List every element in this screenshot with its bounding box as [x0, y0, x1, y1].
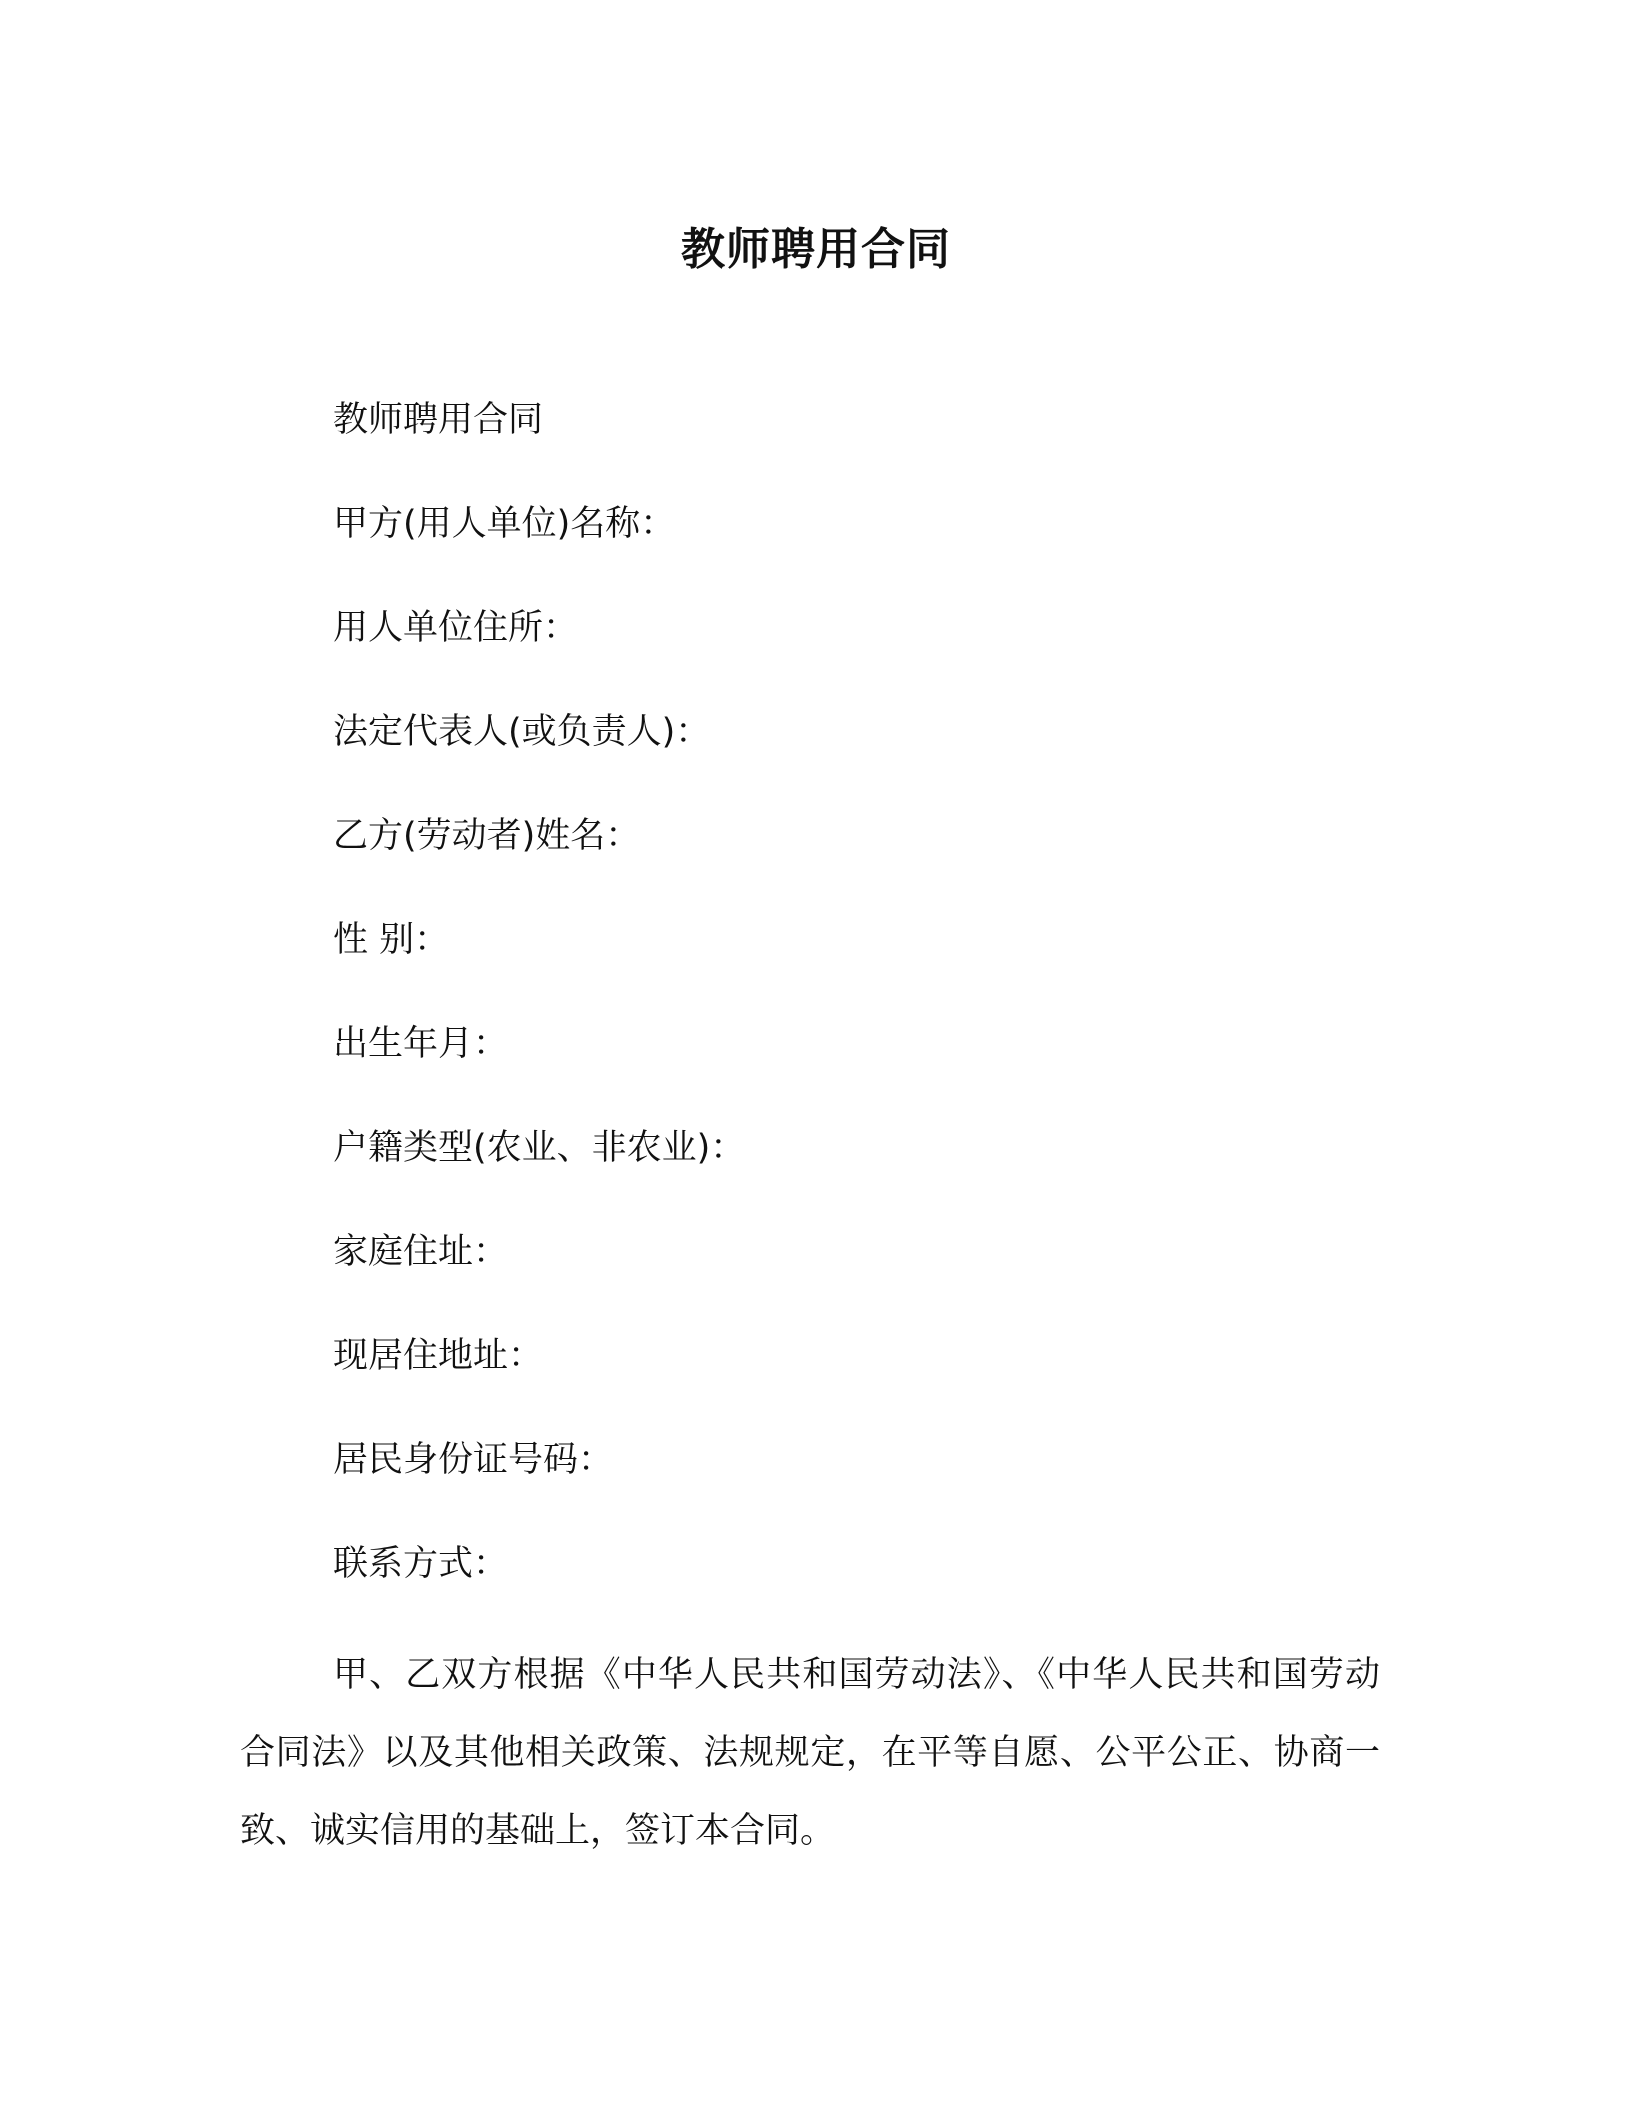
field-contact: 联系方式： — [333, 1544, 509, 1584]
field-birth-date: 出生年月： — [333, 1024, 509, 1064]
document-title: 教师聘用合同 — [681, 224, 951, 275]
field-legal-representative: 法定代表人(或负责人)： — [333, 712, 711, 752]
field-current-address: 现居住地址： — [333, 1336, 544, 1376]
field-id-number: 居民身份证号码： — [333, 1440, 614, 1480]
contract-subtitle: 教师聘用合同 — [333, 400, 544, 440]
intro-paragraph: 甲、乙双方根据《中华人民共和国劳动法》、《中华人民共和国劳动合同法》以及其他相关政策、法规规定，在平等自愿、公平公正、协商一致、诚实信用的基础上，签订本合同。 — [240, 1655, 1380, 1851]
field-home-address: 家庭住址： — [333, 1232, 509, 1272]
field-employer-address: 用人单位住所： — [333, 608, 579, 648]
field-employer-name: 甲方(用人单位)名称： — [333, 504, 676, 544]
contract-fields — [333, 396, 745, 1644]
field-household-type: 户籍类型(农业、非农业)： — [333, 1128, 746, 1168]
field-gender: 性 别： — [333, 920, 450, 960]
field-employee-name: 乙方(劳动者)姓名： — [333, 816, 641, 856]
